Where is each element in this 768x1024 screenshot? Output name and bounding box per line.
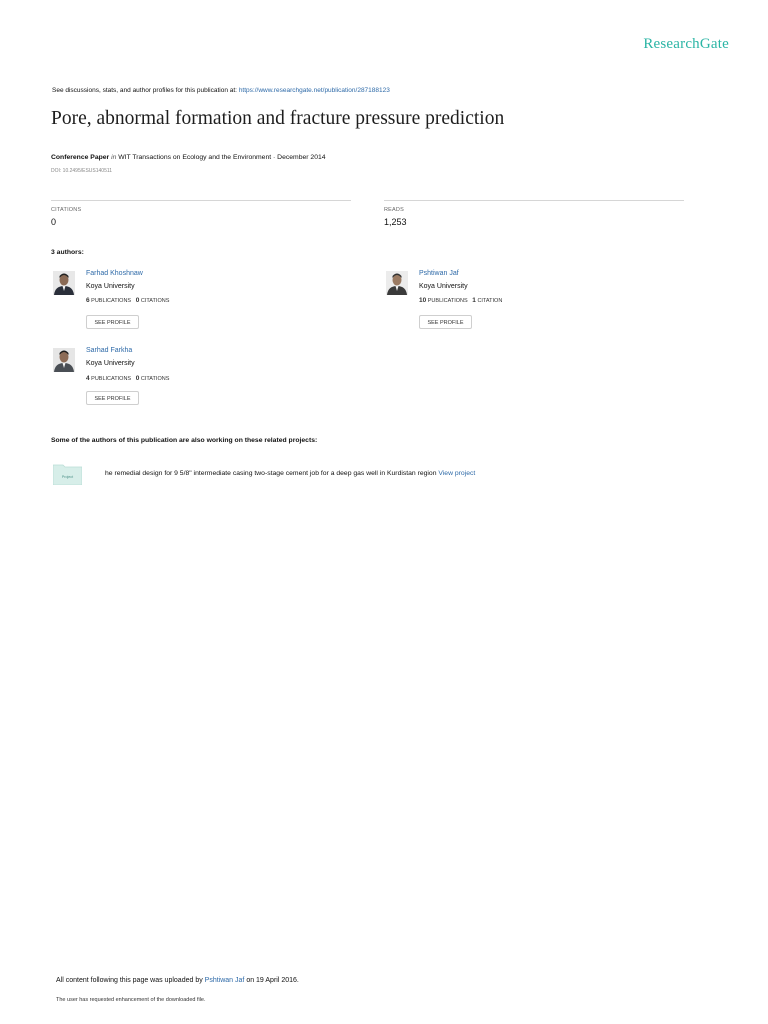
author-affiliation: Koya University	[86, 360, 135, 367]
project-title: he remedial design for 9 5/8" intermediate casing two-stage cement job for a deep gas well in Kurdistan region	[105, 470, 437, 477]
reads-label: READS	[384, 207, 404, 213]
publications-label: PUBLICATIONS	[91, 298, 132, 304]
citations-label: CITATION	[477, 298, 503, 304]
citations-count: 0	[135, 375, 140, 382]
citations-label: CITATIONS	[51, 207, 82, 213]
publications-count: 4	[86, 375, 90, 382]
related-project	[105, 470, 475, 477]
discussion-text: See discussions, stats, and author profiles for this publication at:	[52, 87, 237, 94]
doi: DOI: 10.2495/ESUS140511	[51, 168, 113, 174]
author-name-link[interactable]: Pshtiwan Jaf	[419, 270, 459, 277]
citations-label: CITATIONS	[140, 298, 170, 304]
publications-label: PUBLICATIONS	[427, 298, 468, 304]
publication-title: Pore, abnormal formation and fracture pressure prediction	[51, 108, 505, 129]
researchgate-logo[interactable]: ResearchGate	[643, 36, 729, 52]
discussion-line	[52, 87, 390, 94]
see-profile-button[interactable]: SEE PROFILE	[86, 315, 139, 329]
author-avatar[interactable]	[53, 348, 75, 372]
citations-count: 0	[135, 297, 140, 304]
author-stats	[419, 297, 502, 304]
see-profile-button[interactable]: SEE PROFILE	[419, 315, 472, 329]
author-affiliation: Koya University	[86, 283, 135, 290]
author-name-link[interactable]: Sarhad Farkha	[86, 347, 133, 354]
in-word: in	[111, 154, 117, 161]
author-name-link[interactable]: Farhad Khoshnaw	[86, 270, 143, 277]
view-project-link[interactable]: View project	[438, 470, 476, 477]
publications-label: PUBLICATIONS	[91, 376, 132, 382]
see-profile-button[interactable]: SEE PROFILE	[86, 391, 139, 405]
upload-suffix: on 19 April 2016.	[246, 977, 299, 984]
publication-venue: WIT Transactions on Ecology and the Environment · December 2014	[118, 154, 326, 161]
upload-note	[56, 977, 299, 984]
divider	[51, 200, 351, 201]
publication-meta	[51, 154, 326, 161]
reads-value: 1,253	[384, 217, 407, 227]
divider	[384, 200, 684, 201]
author-stats	[86, 375, 169, 382]
project-icon-label: Project	[61, 475, 74, 479]
publication-type: Conference Paper	[51, 154, 110, 161]
publication-url-link[interactable]: https://www.researchgate.net/publication/287188123	[238, 87, 390, 94]
author-affiliation: Koya University	[419, 283, 468, 290]
related-projects-heading: Some of the authors of this publication are also working on these related projects:	[51, 437, 318, 444]
publications-count: 6	[86, 297, 90, 304]
uploader-link[interactable]: Pshtiwan Jaf	[204, 977, 245, 984]
author-stats	[86, 297, 169, 304]
upload-prefix: All content following this page was uploaded by	[56, 977, 203, 984]
publications-count: 10	[419, 297, 427, 304]
author-avatar[interactable]	[386, 271, 408, 295]
authors-heading: 3 authors:	[51, 249, 84, 256]
citations-label: CITATIONS	[140, 376, 170, 382]
project-folder-icon[interactable]	[53, 463, 82, 485]
author-avatar[interactable]	[53, 271, 75, 295]
citations-value: 0	[51, 217, 57, 227]
request-note: The user has requested enhancement of the downloaded file.	[56, 997, 206, 1003]
citations-count: 1	[472, 297, 476, 304]
